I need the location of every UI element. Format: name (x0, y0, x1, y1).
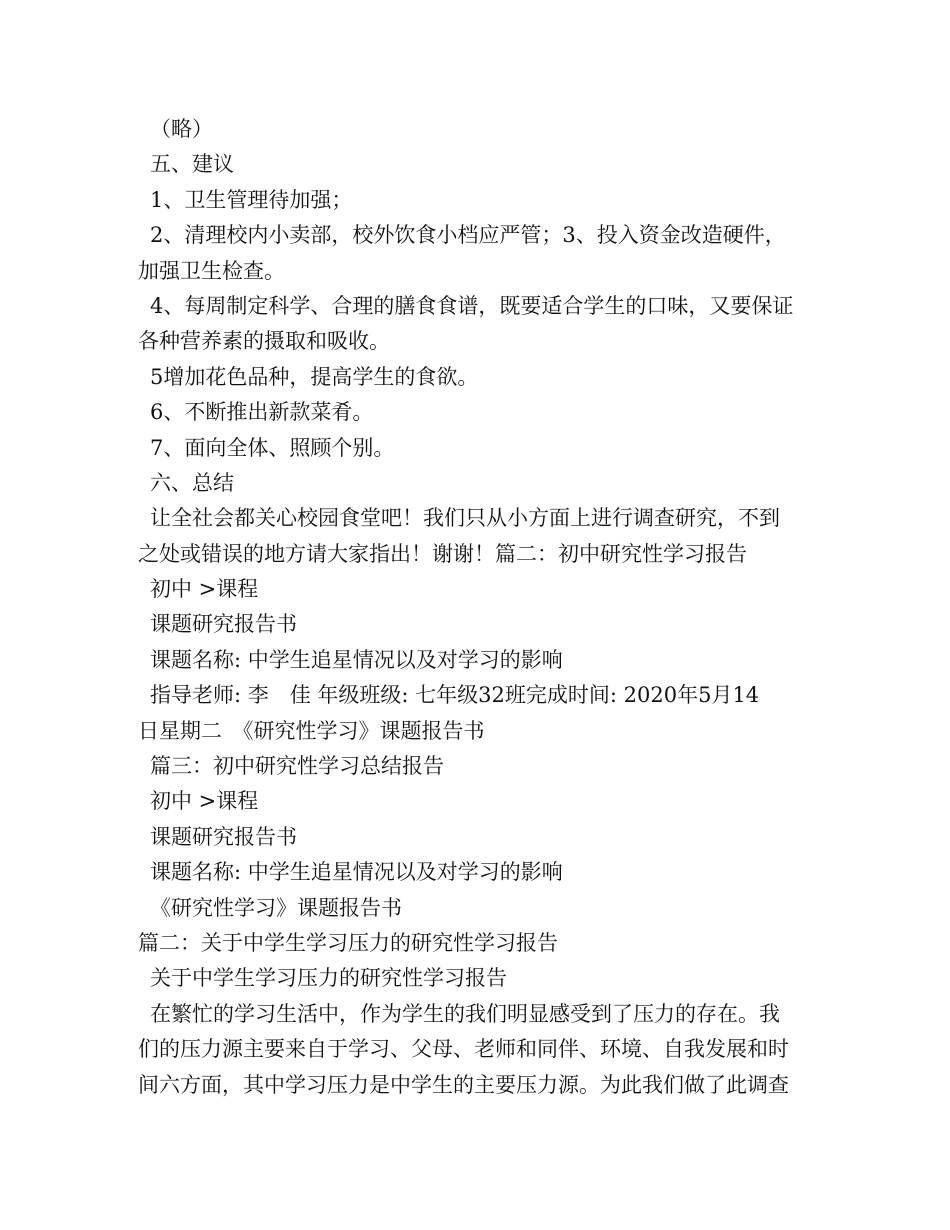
text-line-22: 课题名称: 中学生追星情况以及对学习的影响 (150, 860, 563, 885)
article-heading: 篇二：关于中学生学习压力的研究性学习报告 (138, 930, 558, 955)
text-line-10: 7、面向全体、照顾个别。 (150, 435, 395, 460)
text-line-18: 日星期二 《研究性学习》课题报告书 (138, 718, 485, 743)
section-heading-summary: 六、总结 (150, 470, 234, 495)
text-line-1: （略） (150, 117, 213, 141)
text-line-23: 《研究性学习》课题报告书 (150, 895, 402, 920)
text-line-17: 指导老师: 李 佳 年级班级: 七年级32班完成时间: 2020年5月14 (150, 683, 760, 708)
text-line-9: 6、不断推出新款菜肴。 (150, 400, 374, 425)
text-line-20: 初中 >课程 (150, 789, 259, 814)
text-line-25: 关于中学生学习压力的研究性学习报告 (150, 966, 507, 991)
text-line-26: 在繁忙的学习生活中，作为学生的我们明显感受到了压力的存在。我 (150, 1001, 780, 1026)
text-line-13: 之处或错误的地方请大家指出！谢谢！篇二：初中研究性学习报告 (138, 541, 747, 566)
text-line-16: 课题名称: 中学生追星情况以及对学习的影响 (150, 647, 563, 672)
text-line-6: 4、每周制定科学、合理的膳食食谱，既要适合学生的口味，又要保证 (150, 293, 794, 318)
text-line-28: 间六方面，其中学习压力是中学生的主要压力源。为此我们做了此调查 (138, 1072, 789, 1097)
text-line-7: 各种营养素的摄取和吸收。 (138, 329, 390, 354)
text-line-5: 加强卫生检查。 (138, 258, 285, 283)
section-heading-suggestions: 五、建议 (150, 152, 234, 177)
text-line-14: 初中 >课程 (150, 577, 259, 602)
text-line-19: 篇三：初中研究性学习总结报告 (150, 754, 444, 779)
text-line-21: 课题研究报告书 (150, 824, 297, 849)
text-line-12: 让全社会都关心校园食堂吧！我们只从小方面上进行调查研究，不到 (150, 506, 780, 531)
text-line-3: 1、卫生管理待加强； (150, 187, 353, 212)
text-line-8: 5增加花色品种，提高学生的食欲。 (150, 364, 479, 389)
text-line-4: 2、清理校内小卖部，校外饮食小档应严管；3、投入资金改造硬件， (150, 223, 786, 248)
document-page (138, 112, 814, 1103)
text-line-27: 们的压力源主要来自于学习、父母、老师和同伴、环境、自我发展和时 (138, 1037, 789, 1062)
text-line-15: 课题研究报告书 (150, 612, 297, 637)
